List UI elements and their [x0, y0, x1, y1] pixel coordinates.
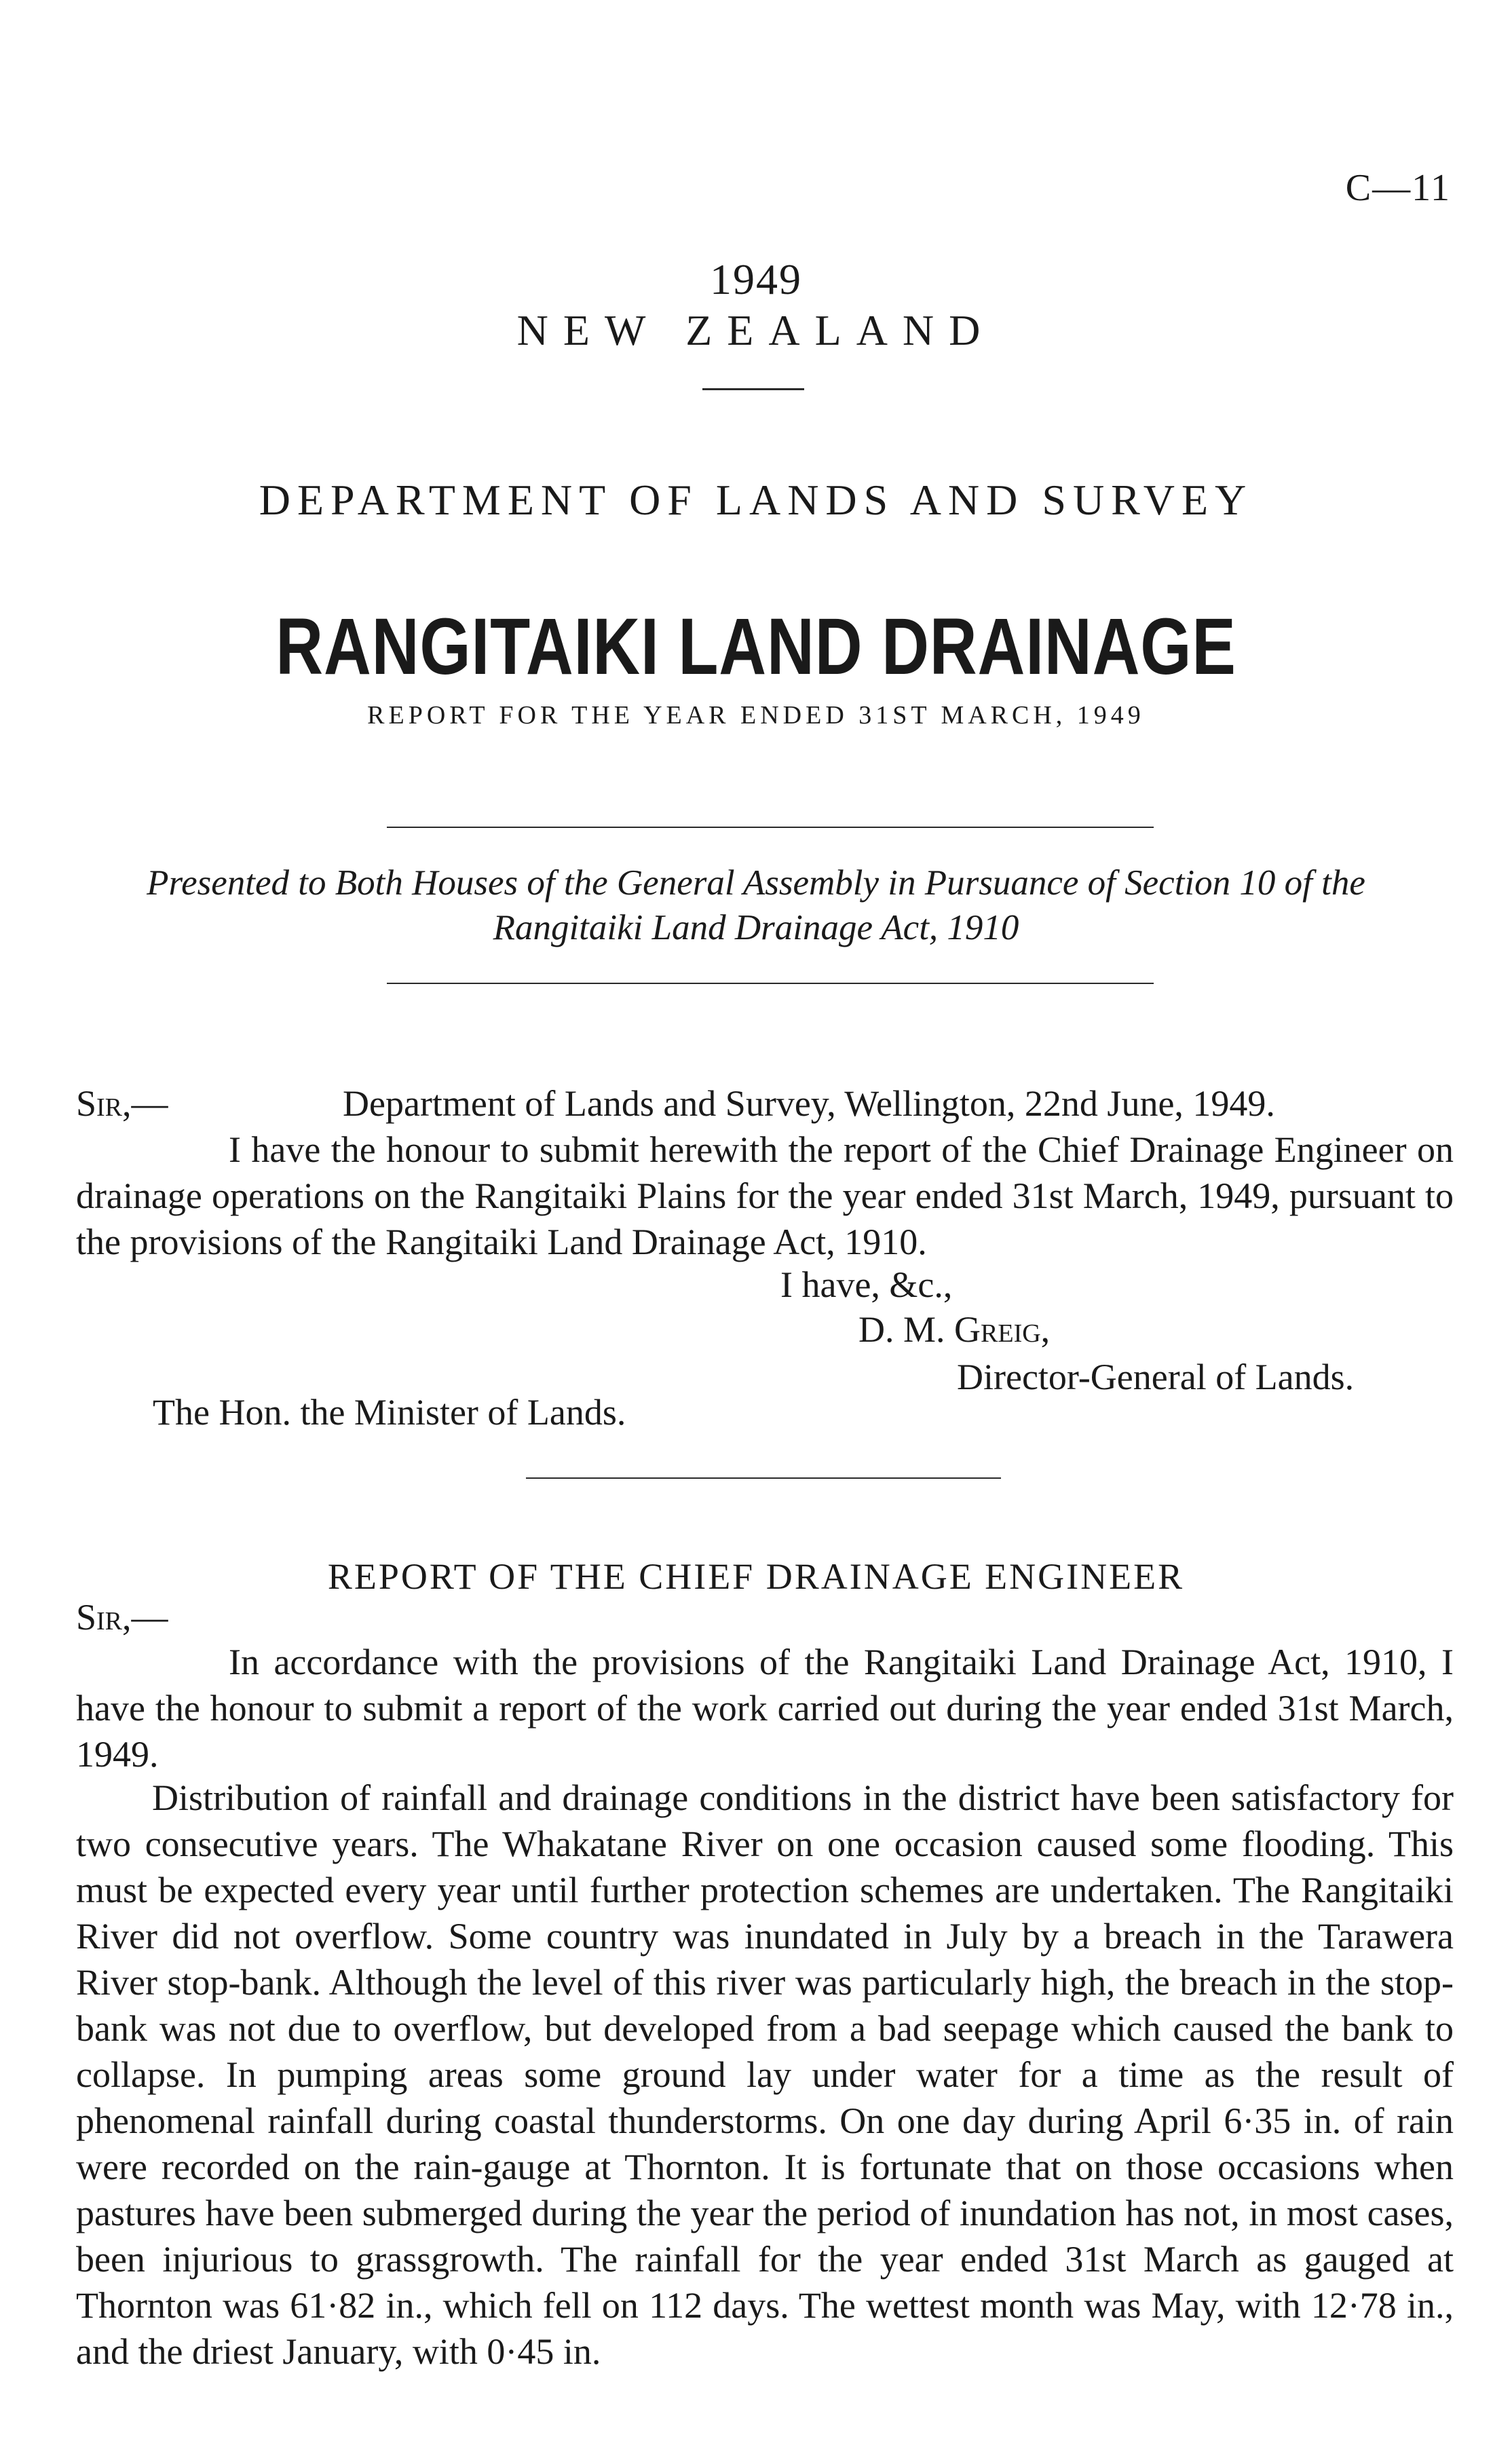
letter-addressee: The Hon. the Minister of Lands.	[153, 1392, 626, 1433]
divider-rule	[387, 983, 1154, 984]
letter-place-date: Department of Lands and Survey, Wellington, 22nd June, 1949.	[343, 1083, 1275, 1124]
letter-salutation: Sir,—	[76, 1083, 168, 1124]
presentation-note-line-2: Rangitaiki Land Drainage Act, 1910	[493, 908, 1019, 947]
presentation-note	[0, 861, 1512, 950]
section-heading: REPORT OF THE CHIEF DRAINAGE ENGINEER	[327, 1556, 1185, 1597]
divider-rule	[702, 388, 804, 390]
presentation-note-line-1: Presented to Both Houses of the General Assembly in Pursuance of Section 10 of the	[147, 863, 1365, 903]
letter-signatory-title: Director-General of Lands.	[957, 1357, 1355, 1397]
report-title: RANGITAIKI LAND DRAINAGE	[276, 602, 1236, 692]
divider-rule	[526, 1477, 1001, 1479]
letter-closing: I have, &c.,	[780, 1264, 953, 1305]
country-heading: NEW ZEALAND	[516, 306, 996, 354]
report-paragraph-1: In accordance with the provisions of the Rangitaiki Land Drainage Act, 1910, I have the honour to submit a report of the work carried out during the year ended 31st March, 1949.	[76, 1642, 1454, 1775]
report-paragraph-2: Distribution of rainfall and drainage conditions in the district have been satisfactory for two consecutive years. The Whakatane River on one occasion caused some flooding. This must be expected every year until further protection schemes are undertaken. The Rangitaiki River did not overflow. Some country was inundated in July by a breach in the Tarawera River stop-bank. Although the level of this river was particularly high, the breach in the stop-bank was not due to overflow, but developed from a bad seepage which caused the bank to collapse. In pumping areas some ground lay under water for a time as the result of phenomenal rainfall during coastal thunderstorms. On one day during April 6·35 in. of rain were recorded on the rain-gauge at Thornton. It is fortunate that on those occasions when pastures have been submerged during the year the period of inundation has not, in most cases, been injurious to grassgrowth. The rainfall for the year ended 31st March as gauged at Thornton was 61·82 in., which fell on 112 days. The wettest month was May, with 12·78 in., and the driest January, with 0·45 in.	[76, 1777, 1454, 2372]
letter-signatory: D. M. Greig,	[858, 1309, 1051, 1350]
report-subtitle: REPORT FOR THE YEAR ENDED 31ST MARCH, 1949	[367, 701, 1145, 730]
document-year: 1949	[710, 255, 802, 303]
department-heading: DEPARTMENT OF LANDS AND SURVEY	[259, 476, 1253, 524]
letter-body: I have the honour to submit herewith the report of the Chief Drainage Engineer on drainage operations on the Rangitaiki Plains for the year ended 31st March, 1949, pursuant to the provisions of the Rangitaiki Land Drainage Act, 1910.	[76, 1129, 1454, 1262]
report-salutation: Sir,—	[76, 1597, 168, 1638]
divider-rule	[387, 827, 1154, 828]
document-reference: C—11	[1345, 167, 1451, 209]
